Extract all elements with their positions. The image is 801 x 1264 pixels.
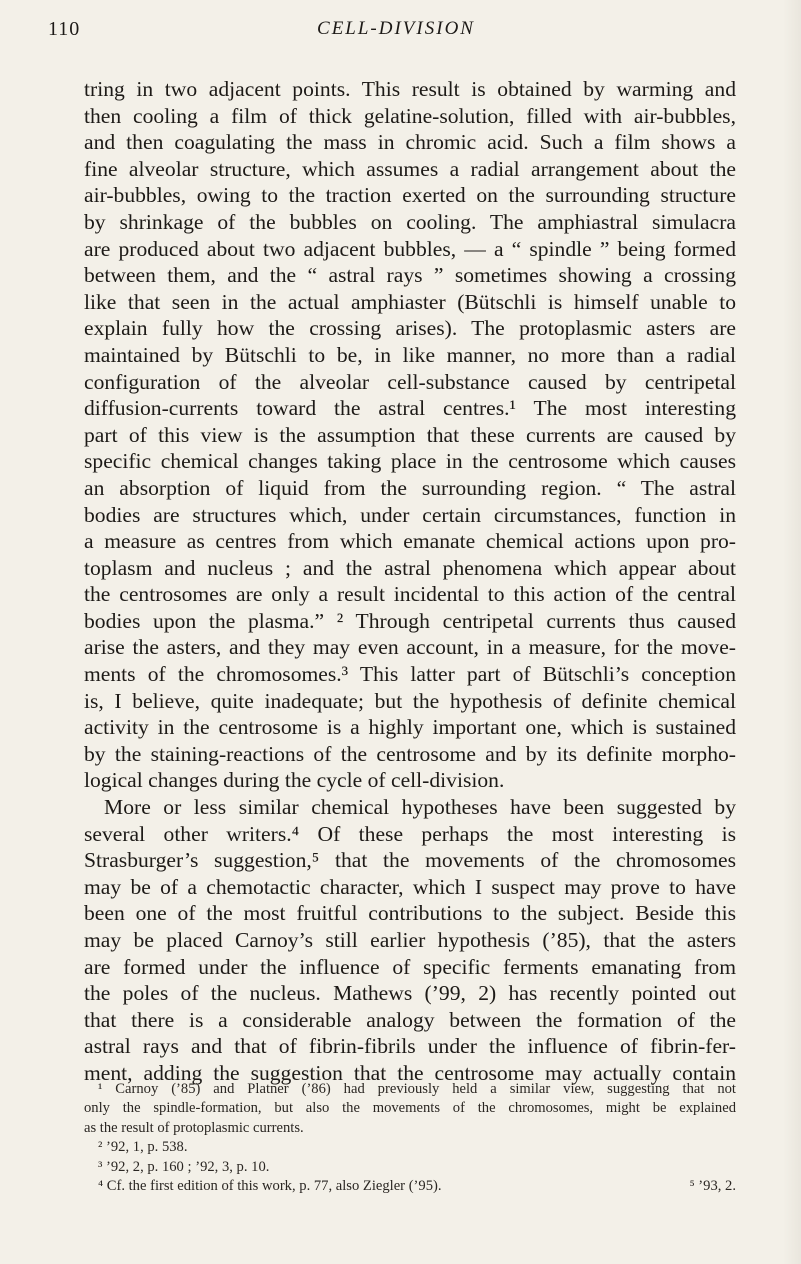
text-line: air-bubbles, owing to the traction exerted on the surrounding structure <box>84 183 736 208</box>
text-line: the centrosomes are only a result incidental to this action of the central <box>84 582 736 607</box>
text-line: the poles of the nucleus. Mathews (’99, 2) has recently pointed out <box>84 981 736 1006</box>
text-line: logical changes during the cycle of cell-division. <box>84 768 505 793</box>
text-line: configuration of the alveolar cell-substance caused by centripetal <box>84 369 736 394</box>
text-line: several other writers.⁴ Of these perhaps the most interesting is <box>84 821 736 846</box>
text-line: are produced about two adjacent bubbles, — a “ spindle ” being formed <box>84 236 736 261</box>
page-header <box>48 18 744 52</box>
text-line: by the staining-reactions of the centrosome and by its definite morpho- <box>84 741 736 766</box>
footnote-2: ² ’92, 1, p. 538. <box>98 1139 188 1156</box>
footnote-5: ⁵ ’93, 2. <box>689 1178 736 1195</box>
text-line: a measure as centres from which emanate chemical actions upon pro- <box>84 529 736 554</box>
text-line: may be placed Carnoy’s still earlier hypothesis (’85), that the asters <box>84 928 736 952</box>
footnote-3: ³ ’92, 2, p. 160 ; ’92, 3, p. 10. <box>98 1158 270 1175</box>
running-head: CELL-DIVISION <box>317 18 475 39</box>
text-line: specific chemical changes taking place in the centrosome which causes <box>84 449 736 474</box>
text-line: ments of the chromosomes.³ This latter part of Bütschli’s conception <box>84 662 736 687</box>
text-line: toplasm and nucleus ; and the astral phenomena which appear about <box>84 555 736 580</box>
text-line: explain fully how the crossing arises). The protoplasmic asters are <box>84 316 736 341</box>
footnote-row <box>84 1177 736 1196</box>
text-line: part of this view is the assumption that these currents are caused by <box>84 422 736 447</box>
footnote-1: ¹ Carnoy (’85) and Platner (’86) had previously held a similar view, suggesting that not <box>98 1081 736 1097</box>
text-line: and then coagulating the mass in chromic acid. Such a film shows a <box>84 130 736 155</box>
page-number: 110 <box>48 18 81 40</box>
text-line: fine alveolar structure, which assumes a radial arrangement about the <box>84 156 736 181</box>
footnote-1-end: as the result of protoplasmic currents. <box>84 1119 304 1136</box>
text-line: that there is a considerable analogy between the formation of the <box>84 1007 736 1032</box>
text-line: maintained by Bütschli to be, in like manner, no more than a radial <box>84 342 736 367</box>
page-edge-shadow <box>783 0 801 1264</box>
text-line: are formed under the influence of specific ferments emanating from <box>84 954 736 979</box>
text-line: may be of a chemotactic character, which I suspect may prove to have <box>84 874 736 899</box>
text-line: tring in two adjacent points. This result is obtained by warming and <box>84 77 736 101</box>
text-line: Strasburger’s suggestion,⁵ that the movements of the chromosomes <box>84 848 736 873</box>
text-line: by shrinkage of the bubbles on cooling. The amphiastral simulacra <box>84 209 736 234</box>
text-line: is, I believe, quite inadequate; but the hypothesis of definite chemical <box>84 688 736 713</box>
text-line: an absorption of liquid from the surrounding region. “ The astral <box>84 475 736 500</box>
body-text <box>84 76 736 1087</box>
footnote-4: ⁴ Cf. the first edition of this work, p. 77, also Ziegler (’95). <box>98 1178 442 1195</box>
footnotes <box>84 1080 736 1196</box>
text-line: between them, and the “ astral rays ” sometimes showing a crossing <box>84 263 736 288</box>
text-line: bodies are structures which, under certain circumstances, function in <box>84 502 736 527</box>
footnote-1-continued: only the spindle-formation, but also the movements of the chromosomes, might be explained <box>84 1100 736 1117</box>
text-line: More or less similar chemical hypotheses have been suggested by <box>104 795 736 820</box>
text-line: diffusion-currents toward the astral centres.¹ The most interesting <box>84 396 736 421</box>
text-line: then cooling a film of thick gelatine-solution, filled with air-bubbles, <box>84 103 736 128</box>
text-line: bodies upon the plasma.” ² Through centripetal currents thus caused <box>84 608 736 633</box>
text-line: activity in the centrosome is a highly important one, which is sustained <box>84 715 736 740</box>
text-line: like that seen in the actual amphiaster (Bütschli is himself unable to <box>84 289 736 314</box>
text-line: been one of the most fruitful contributions to the subject. Beside this <box>84 901 736 926</box>
text-line: astral rays and that of fibrin-fibrils under the influence of fibrin-fer- <box>84 1034 736 1059</box>
text-line: ment, adding the suggestion that the centrosome may actually contain <box>84 1060 736 1085</box>
text-line: arise the asters, and they may even account, in a measure, for the move- <box>84 635 736 660</box>
